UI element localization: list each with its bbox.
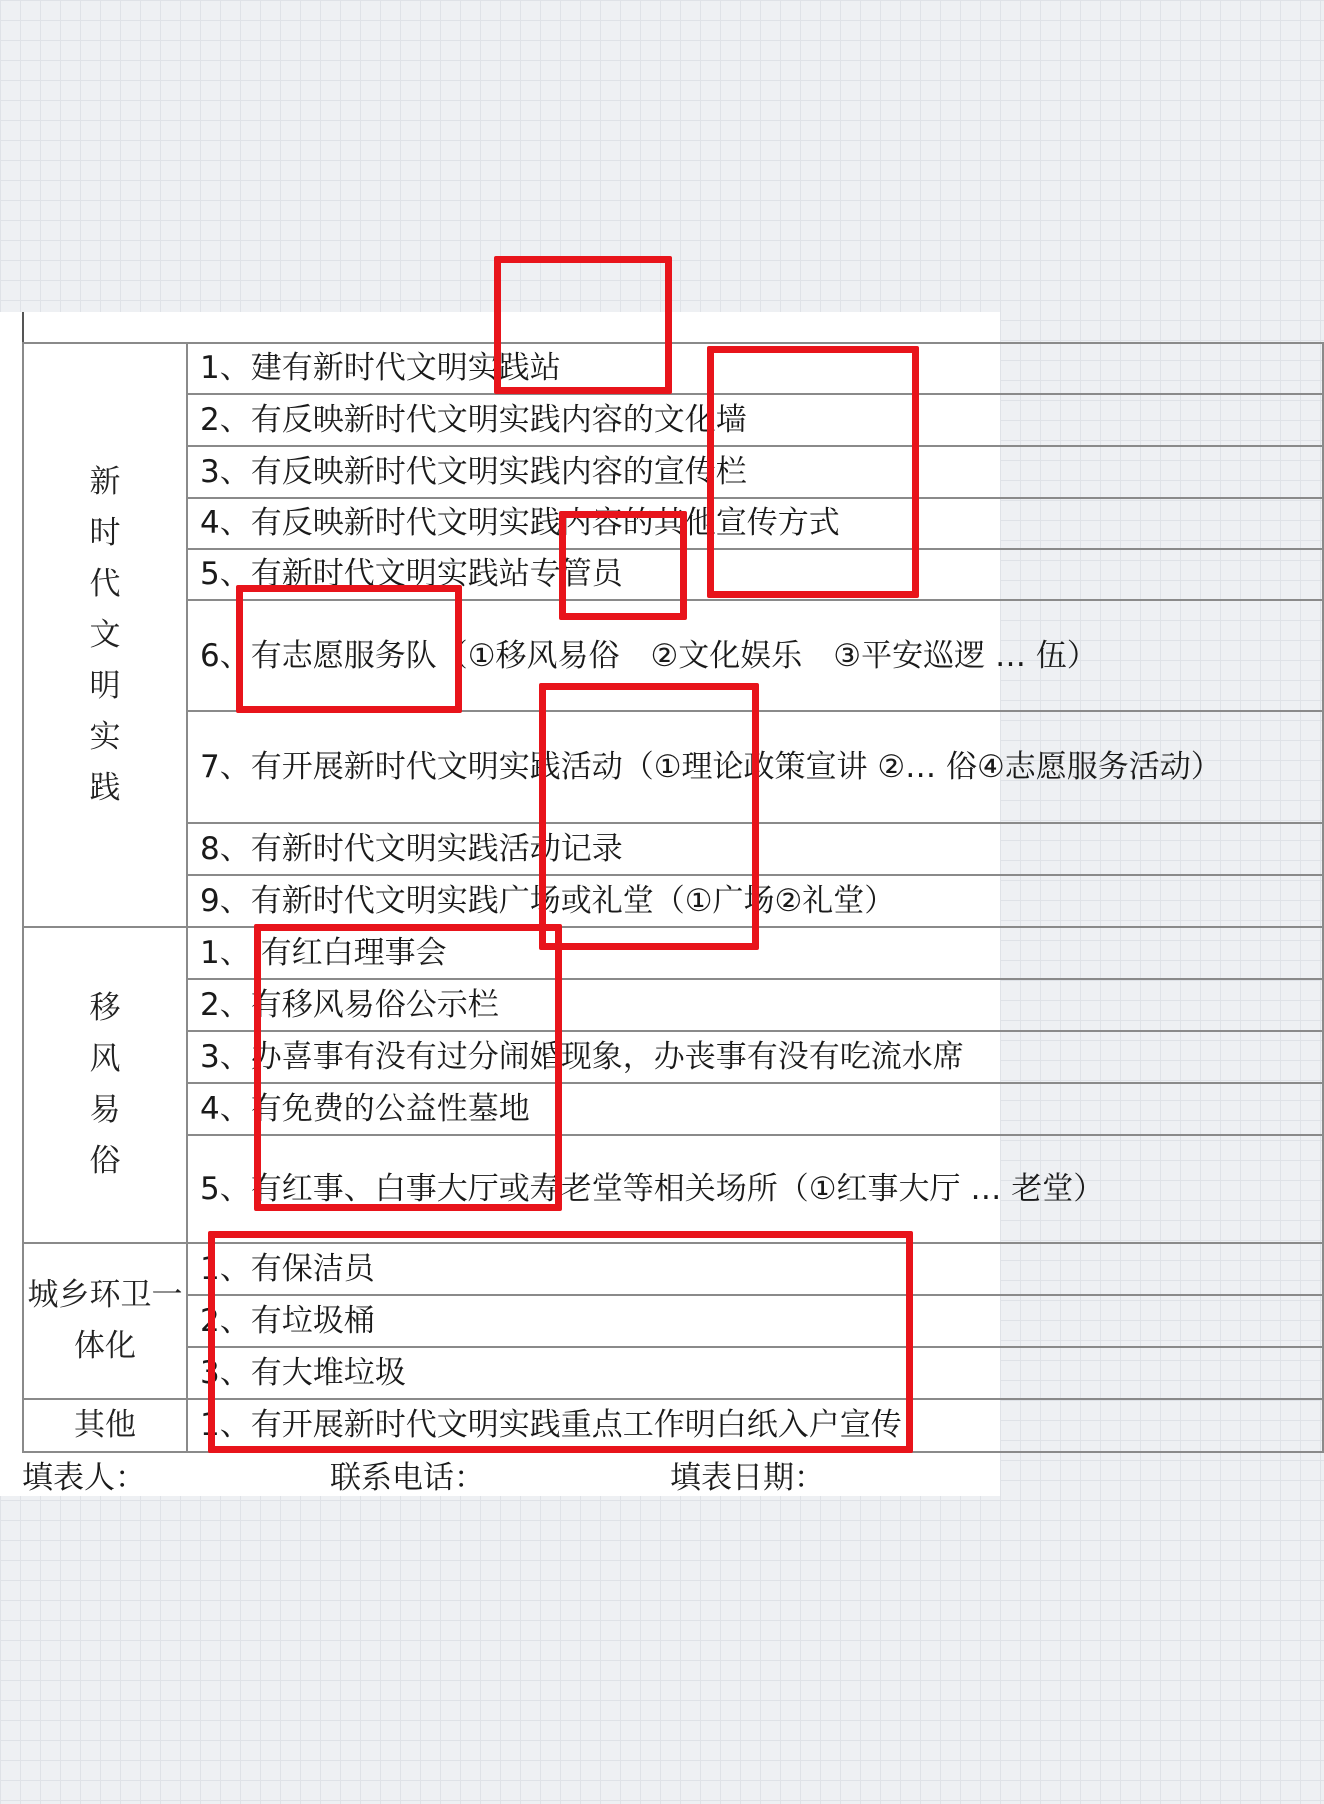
list-item: 3、有反映新时代文明实践内容的宣传栏: [187, 446, 1323, 498]
table-row: [23, 979, 1323, 1031]
table-row: [23, 823, 1323, 875]
category-char: 实: [89, 718, 121, 755]
table-row: [23, 1295, 1323, 1347]
list-item: 8、有新时代文明实践活动记录: [187, 823, 1323, 875]
table-row: [23, 446, 1323, 498]
table-row: [23, 1083, 1323, 1135]
table-row: [23, 927, 1323, 979]
category-char: 风: [89, 1041, 121, 1077]
category-label: 城乡环卫一体化: [27, 1277, 183, 1364]
list-item: 1、建有新时代文明实践站: [187, 343, 1323, 394]
list-item: 7、有开展新时代文明实践活动（①理论政策宣讲 ②… 俗④志愿服务活动）: [187, 711, 1323, 823]
table-row: [23, 711, 1323, 823]
category-char: 新: [89, 463, 121, 500]
list-item: 9、有新时代文明实践广场或礼堂（①广场②礼堂）: [187, 875, 1323, 927]
list-item: 3、办喜事有没有过分闹婚现象，办丧事有没有吃流水席: [187, 1031, 1323, 1083]
list-item: 1、 有红白理事会: [187, 927, 1323, 979]
list-item: 5、有红事、白事大厅或寿老堂等相关场所（①红事大厅 … 老堂）: [187, 1135, 1323, 1243]
category-char: 践: [89, 769, 121, 806]
category-char: 时: [89, 514, 121, 551]
table-row: [23, 875, 1323, 927]
date-label: 填表日期：: [670, 1460, 825, 1496]
list-item: 4、有免费的公益性墓地: [187, 1083, 1323, 1135]
table-row: [23, 498, 1323, 549]
category-char: 易: [89, 1092, 121, 1128]
table-row: [23, 1135, 1323, 1243]
list-item: 4、有反映新时代文明实践内容的其他宣传方式: [187, 498, 1323, 549]
category-cell-customs: [23, 927, 187, 1243]
list-item: 1、有开展新时代文明实践重点工作明白纸入户宣传: [187, 1399, 1323, 1452]
list-item: 2、有移风易俗公示栏: [187, 979, 1323, 1031]
category-cell-civilization: [23, 343, 187, 927]
category-char: 代: [89, 565, 121, 602]
category-label: [24, 457, 186, 814]
table-row: [23, 343, 1323, 394]
list-item: 3、有大堆垃圾: [187, 1347, 1323, 1399]
form-footer: [22, 1452, 1000, 1496]
table-row: [23, 394, 1323, 446]
table-row: [23, 1031, 1323, 1083]
category-char: 移: [89, 990, 121, 1026]
table-row: [23, 549, 1323, 600]
category-label: [24, 983, 186, 1187]
list-item: 5、有新时代文明实践站专管员: [187, 549, 1323, 600]
list-item: 2、有垃圾桶: [187, 1295, 1323, 1347]
table-row: [23, 1399, 1323, 1452]
category-cell-other: [23, 1399, 187, 1452]
list-item: 2、有反映新时代文明实践内容的文化墙: [187, 394, 1323, 446]
category-label: 其他: [74, 1407, 136, 1443]
category-char: 文: [89, 616, 121, 653]
table-row: [23, 1347, 1323, 1399]
category-char: 俗: [89, 1143, 121, 1179]
category-char: 明: [89, 667, 121, 704]
list-item: 6、有志愿服务队（①移风易俗 ②文化娱乐 ③平安巡逻 … 伍）: [187, 600, 1323, 711]
table-row: [23, 1243, 1323, 1295]
filler-label: 填表人：: [22, 1460, 146, 1496]
table-row: [23, 600, 1323, 711]
list-item: 1、有保洁员: [187, 1243, 1323, 1295]
phone-label: 联系电话：: [330, 1460, 485, 1496]
form-sheet: [0, 312, 1222, 1496]
category-cell-sanitation: [23, 1243, 187, 1399]
checklist-table: [22, 342, 1324, 1453]
